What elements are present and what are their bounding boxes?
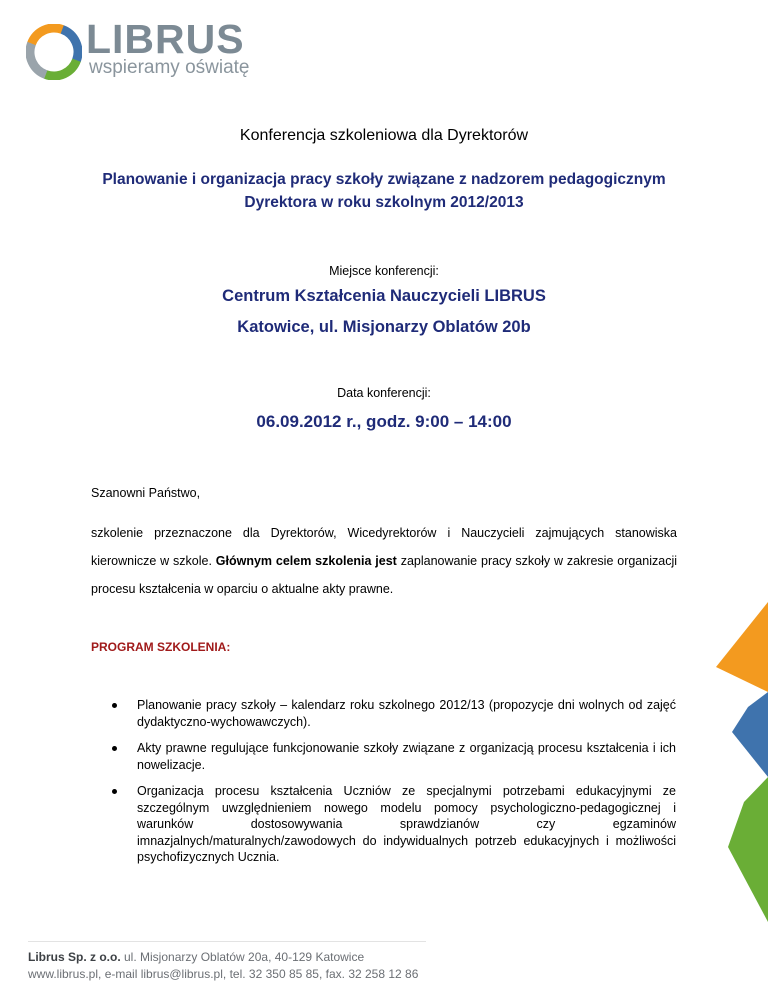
venue-address: Katowice, ul. Misjonarzy Oblatów 20b (237, 318, 531, 336)
conference-title: Konferencja szkoleniowa dla Dyrektorów (239, 127, 529, 144)
intro-part1: szkolenie przeznaczone dla Dyrektorów, Wicedyrektorów i Nauczycieli zajmujących stanowiska kierownicze w szkole. (91, 526, 677, 568)
list-item (110, 740, 676, 773)
bullet-icon (112, 703, 117, 708)
footer-address-text: ul. Misjonarzy Oblatów 20a, 40-129 Katowice (120, 950, 365, 964)
footer-divider (28, 941, 426, 942)
intro-paragraph (91, 519, 677, 603)
main-title-line2: Dyrektora w roku szkolnym 2012/2013 (244, 194, 524, 211)
list-item-text: Akty prawne regulujące funkcjonowanie szkoły związane z organizacją procesu kształcenia i ich nowelizacje. (137, 741, 676, 772)
logo-tagline: wspieramy oświatę (89, 57, 250, 78)
list-item (110, 697, 676, 730)
greeting: Szanowni Państwo, (91, 486, 201, 500)
date-value: 06.09.2012 r., godz. 9:00 – 14:00 (256, 412, 512, 431)
intro-bold: Głównym celem szkolenia jest (215, 554, 397, 568)
main-title-line1: Planowanie i organizacja pracy szkoły związane z nadzorem pedagogicznym (102, 171, 666, 188)
deco-green-shape (728, 777, 768, 922)
librus-logo-icon (26, 24, 82, 80)
venue-label: Miejsce konferencji: (329, 264, 439, 278)
program-list (110, 697, 676, 876)
librus-logo (26, 16, 276, 82)
footer-company: Librus Sp. z o.o. (28, 950, 121, 964)
bullet-icon (112, 789, 117, 794)
date-label: Data konferencji: (337, 386, 431, 400)
bullet-icon (112, 746, 117, 751)
decorative-side-shapes (708, 602, 768, 922)
list-item-text: Planowanie pracy szkoły – kalendarz roku szkolnego 2012/13 (propozycje dni wolnych od zajęć dydaktyczno-wychowawczych). (137, 698, 676, 729)
intro-part2: zaplanowanie pracy szkoły w zakresie organizacji procesu kształcenia w oparciu o aktualne akty prawne. (91, 554, 677, 596)
venue-name: Centrum Kształcenia Nauczycieli LIBRUS (222, 287, 546, 305)
main-title (0, 168, 768, 214)
footer-address (28, 950, 364, 964)
footer-contact: www.librus.pl, e-mail librus@librus.pl, tel. 32 350 85 85, fax. 32 258 12 86 (28, 967, 419, 981)
program-heading: PROGRAM SZKOLENIA: (91, 640, 231, 654)
list-item (110, 783, 676, 866)
deco-blue-shape (732, 692, 768, 777)
logo-name: LIBRUS (86, 16, 245, 62)
list-item-text: Organizacja procesu kształcenia Uczniów ze specjalnymi potrzebami edukacyjnymi ze szczególnym uwzględnieniem nowego modelu pomocy psychologiczno-pedagogicznej i warunków dostosowywania sprawdzianów czy egzaminów imnazjalnych/maturalnych/zawodowych do indywidualnych potrzeb edukacyjnych i możliwości psychofizycznych Ucznia. (137, 784, 676, 864)
deco-orange-shape (716, 602, 768, 692)
